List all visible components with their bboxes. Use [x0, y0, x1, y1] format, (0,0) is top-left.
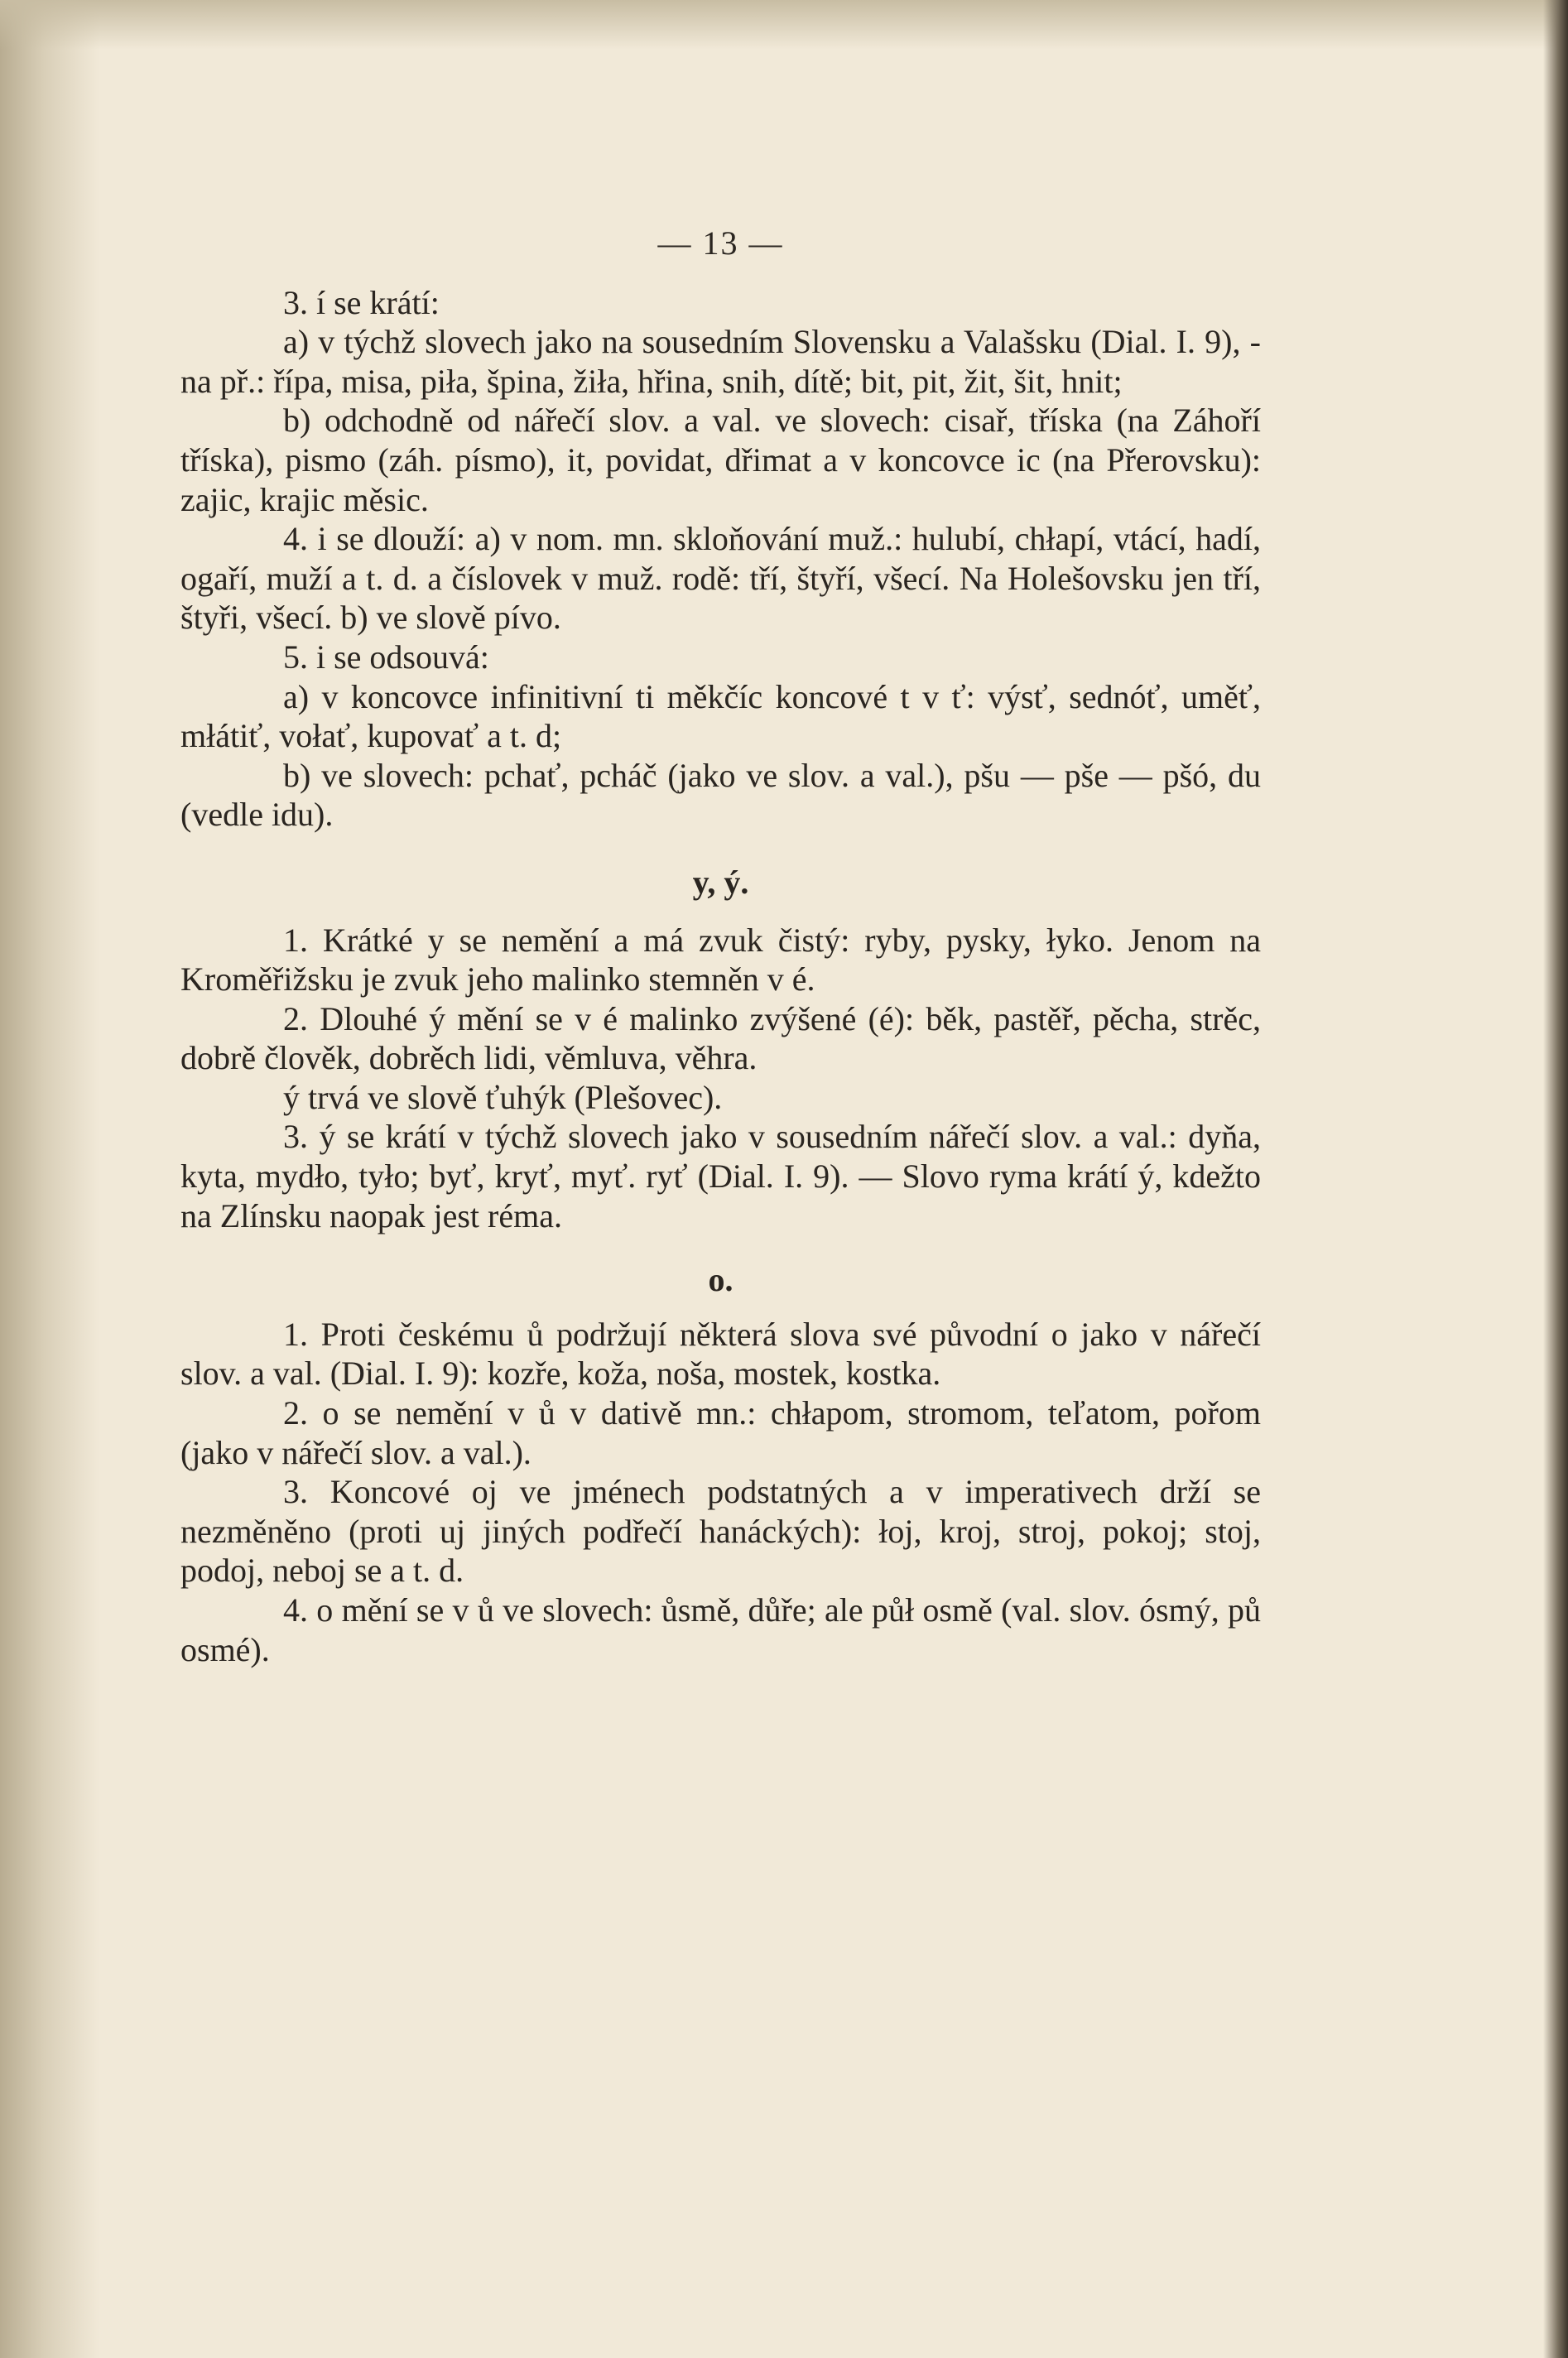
paragraph-o-3: 3. Koncové oj ve jménech podstatných a v imperativech drží se nezměněno (proti uj jiných podřečí hanáckých): łoj, kroj, stroj, pokoj; stoj, podoj, neboj se a t. d. — [180, 1473, 1261, 1590]
paragraph-i-5a: a) v koncovce infinitivní ti měkčíc koncové t v ť: výsť, sednóť, uměť, młátiť, vołať, kupovať a t. d; — [180, 677, 1261, 755]
section-i — [180, 283, 1261, 835]
section-heading-y: y, ý. — [692, 863, 749, 901]
page-text — [180, 224, 1261, 1669]
page-gutter-shadow — [0, 0, 99, 2358]
page-right-edge — [1543, 0, 1568, 2358]
paragraph-i-5: 5. i se odsouvá: — [283, 638, 489, 676]
paragraph-y-3: 3. ý se krátí v týchž slovech jako v sousedním nářečí slov. a val.: dyňa, kyta, mydło, tyło; byť, kryť, myť. ryť (Dial. I. 9). — Slovo ryma krátí ý, kdežto na Zlínsku naopak jest réma. — [180, 1118, 1261, 1234]
paragraph-o-1: 1. Proti českému ů podržují některá slova své původní o jako v nářečí slov. a val. (Dial. I. 9): kozře, koža, noša, mostek, kostka. — [180, 1315, 1261, 1393]
paragraph-o-2: 2. o se nemění v ů v dativě mn.: chłapom, stromom, teľatom, pořom (jako v nářečí slov. a val.). — [180, 1394, 1261, 1471]
page-top-shadow — [0, 0, 1568, 50]
paragraph-o-4: 4. o mění se v ů ve slovech: ůsmě, důře; ale půł osmě (val. slov. ósmý, pů osmé). — [180, 1591, 1261, 1668]
section-y — [180, 921, 1261, 1236]
paragraph-y-2: 2. Dlouhé ý mění se v é malinko zvýšené (é): běk, pastěř, pěcha, strěc, dobrě člověk, dobrěch lidi, věmluva, věhra. — [180, 999, 1261, 1077]
page-number: — 13 — — [657, 224, 784, 262]
paragraph-y-1: 1. Krátké y se nemění a má zvuk čistý: ryby, pysky, łyko. Jenom na Kroměřižsku je zvuk jeho malinko stemněn v é. — [180, 921, 1261, 999]
section-o — [180, 1315, 1261, 1669]
paragraph-i-4: 4. i se dlouží: a) v nom. mn. skloňování muž.: hulubí, chłapí, vtácí, hadí, ogaří, muží a t. d. a číslovek v muž. rodě: tří, štyří, všecí. Na Holešovsku jen tří, štyři, všecí. b) ve slově pívo. — [180, 520, 1261, 637]
paragraph-i-3: 3. í se krátí: — [283, 283, 440, 321]
section-heading-o: o. — [708, 1261, 733, 1299]
paragraph-y-2-note: ý trvá ve slově ťuhýk (Plešovec). — [283, 1078, 723, 1116]
paragraph-i-3b: b) odchodně od nářečí slov. a val. ve slovech: cisař, tříska (na Záhoří tříska), pismo (záh. písmo), it, povidat, dřimat a v koncovce ic (na Přerovsku): zajic, krajic měsic. — [180, 402, 1261, 518]
paragraph-i-3a: a) v týchž slovech jako na sousedním Slovensku a Valašsku (Dial. I. 9), -na př.: řípa, misa, piła, špina, žiła, hřina, snih, dítě; bit, pit, žit, šit, hnit; — [180, 323, 1261, 400]
paragraph-i-5b: b) ve slovech: pchať, pcháč (jako ve slov. a val.), pšu — pše — pšó, du (vedle idu). — [180, 756, 1261, 834]
